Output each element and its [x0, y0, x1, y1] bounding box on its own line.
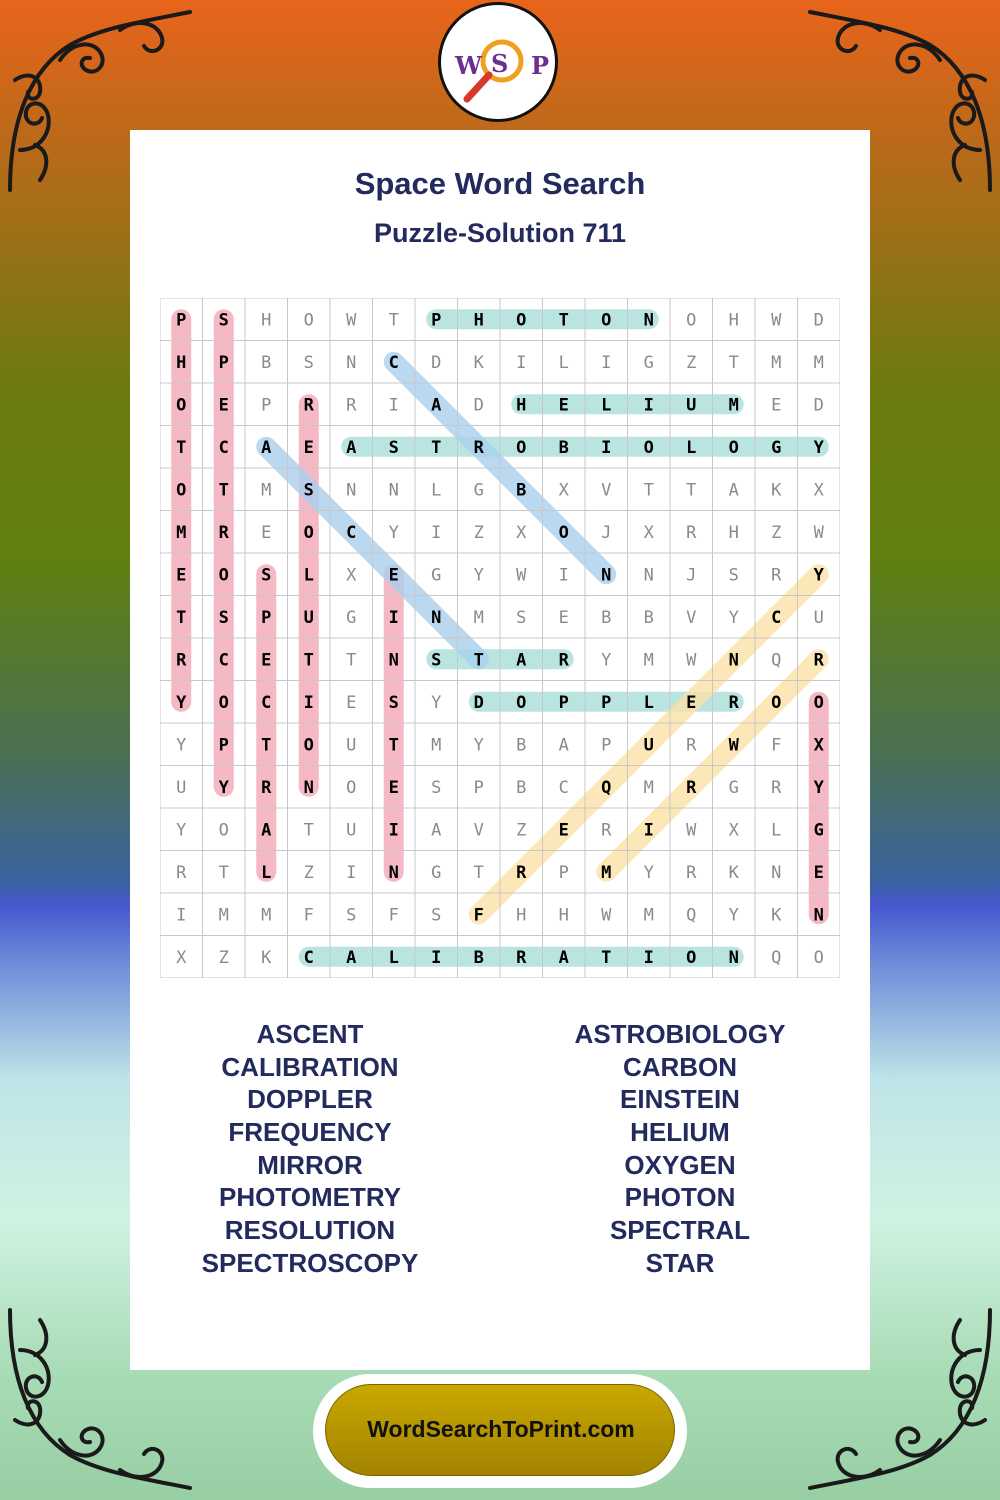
grid-letter-found[interactable]: U — [686, 395, 697, 416]
grid-letter-found[interactable]: R — [261, 777, 272, 798]
grid-letter[interactable]: H — [728, 310, 739, 331]
grid-letter[interactable]: M — [431, 735, 442, 756]
wsp-logo[interactable] — [438, 2, 558, 122]
grid-letter[interactable]: V — [473, 820, 484, 841]
grid-letter-found[interactable]: O — [728, 437, 739, 458]
grid-letter-found[interactable]: L — [686, 437, 697, 458]
grid-letter[interactable]: R — [176, 862, 187, 883]
grid-letter[interactable]: I — [176, 905, 187, 926]
grid-letter-found[interactable]: H — [516, 395, 527, 416]
word-list-item: FREQUENCY — [228, 1117, 392, 1148]
grid-letter[interactable]: R — [686, 735, 697, 756]
grid-letter[interactable]: N — [346, 352, 357, 373]
grid-letter[interactable]: Y — [431, 692, 442, 713]
grid-letter[interactable]: R — [771, 777, 782, 798]
grid-letter-found[interactable]: R — [176, 650, 187, 671]
word-list-item: DOPPLER — [247, 1084, 373, 1115]
grid-letter[interactable]: U — [176, 777, 187, 798]
grid-letter[interactable]: K — [728, 862, 739, 883]
grid-letter[interactable]: X — [643, 522, 654, 543]
grid-letter-found[interactable]: R — [473, 437, 484, 458]
grid-letter-found[interactable]: N — [601, 565, 612, 586]
grid-letter-found[interactable]: R — [303, 395, 314, 416]
grid-letter-found[interactable]: E — [176, 565, 187, 586]
grid-letter-found[interactable]: N — [431, 607, 442, 628]
grid-letter[interactable]: T — [346, 650, 357, 671]
grid-letter-found[interactable]: E — [261, 650, 272, 671]
grid-letter-found[interactable]: P — [218, 352, 229, 373]
grid-letter-found[interactable]: N — [303, 777, 314, 798]
word-list-left — [130, 1018, 490, 1280]
grid-letter-found[interactable]: T — [176, 607, 187, 628]
grid-letter[interactable]: X — [558, 480, 569, 501]
grid-letter[interactable]: T — [218, 862, 229, 883]
grid-letter-found[interactable]: S — [218, 607, 229, 628]
grid-letter-found[interactable]: I — [601, 437, 612, 458]
grid-letter[interactable]: S — [516, 607, 527, 628]
grid-letter-found[interactable]: P — [431, 310, 442, 331]
word-list-item: STAR — [645, 1247, 715, 1278]
grid-letter[interactable]: T — [303, 820, 314, 841]
grid-letter[interactable]: P — [473, 777, 484, 798]
grid-letter-found[interactable]: E — [303, 437, 314, 458]
grid-canvas — [160, 298, 840, 978]
grid-letter-found[interactable]: E — [388, 777, 399, 798]
grid-letter[interactable]: A — [431, 820, 442, 841]
grid-letter-found[interactable]: M — [601, 862, 612, 883]
grid-letter-found[interactable]: S — [388, 437, 399, 458]
grid-letter-found[interactable]: S — [218, 310, 229, 331]
grid-letter[interactable]: M — [218, 905, 229, 926]
grid-letter-found[interactable]: C — [218, 650, 229, 671]
grid-letter[interactable]: T — [643, 480, 654, 501]
grid-letter-found[interactable]: O — [643, 437, 654, 458]
grid-letter-found[interactable]: I — [431, 947, 442, 968]
word-list-item: PHOTON — [624, 1182, 736, 1213]
grid-letter-found[interactable]: F — [473, 905, 484, 926]
grid-letter[interactable]: U — [813, 607, 824, 628]
grid-letter-found[interactable]: I — [388, 607, 399, 628]
grid-letter[interactable]: J — [601, 522, 612, 543]
grid-letter[interactable]: W — [516, 565, 527, 586]
grid-letter[interactable]: V — [686, 607, 697, 628]
grid-letter[interactable]: T — [686, 480, 697, 501]
grid-letter-found[interactable]: T — [176, 437, 187, 458]
grid-letter-found[interactable]: U — [643, 735, 654, 756]
grid-letter[interactable]: W — [686, 820, 697, 841]
grid-letter[interactable]: M — [643, 905, 654, 926]
grid-letter-found[interactable]: O — [771, 692, 782, 713]
word-list-item: OXYGEN — [624, 1149, 736, 1180]
grid-letter-found[interactable]: L — [643, 692, 654, 713]
grid-letter[interactable]: E — [261, 522, 272, 543]
word-list-item: CALIBRATION — [221, 1051, 399, 1082]
grid-letter-found[interactable]: E — [558, 820, 569, 841]
word-list-right — [500, 1018, 860, 1280]
grid-letter-found[interactable]: O — [218, 692, 229, 713]
grid-letter[interactable]: L — [431, 480, 442, 501]
grid-letter[interactable]: M — [643, 650, 654, 671]
grid-letter[interactable]: G — [643, 352, 654, 373]
grid-letter[interactable]: U — [346, 820, 357, 841]
grid-letter[interactable]: H — [516, 905, 527, 926]
grid-letter-found[interactable]: S — [303, 480, 314, 501]
logo-letter-p: P — [531, 51, 550, 80]
grid-letter[interactable]: W — [771, 310, 782, 331]
grid-letter[interactable]: S — [728, 565, 739, 586]
grid-letter-found[interactable]: I — [303, 692, 314, 713]
grid-letter[interactable]: M — [261, 480, 272, 501]
grid-letter-found[interactable]: C — [218, 437, 229, 458]
grid-letter-found[interactable]: C — [346, 522, 357, 543]
grid-letter-found[interactable]: I — [643, 947, 654, 968]
grid-letter-found[interactable]: A — [558, 947, 569, 968]
grid-letter-found[interactable]: O — [303, 735, 314, 756]
grid-letter[interactable]: Y — [643, 862, 654, 883]
page-subtitle: Puzzle-Solution 711 — [373, 218, 627, 248]
grid-letter[interactable]: X — [346, 565, 357, 586]
grid-letter[interactable]: S — [431, 905, 442, 926]
grid-letter[interactable]: H — [558, 905, 569, 926]
grid-letter-found[interactable]: Y — [176, 692, 187, 713]
grid-letter[interactable]: W — [346, 310, 357, 331]
grid-letter[interactable]: L — [558, 352, 569, 373]
grid-letter[interactable]: N — [643, 565, 654, 586]
grid-letter-found[interactable]: H — [176, 352, 187, 373]
grid-letter[interactable]: Z — [303, 862, 314, 883]
grid-letter[interactable]: T — [728, 352, 739, 373]
grid-letter-found[interactable]: C — [303, 947, 314, 968]
grid-letter-found[interactable]: E — [813, 862, 824, 883]
grid-letter-found[interactable]: B — [558, 437, 569, 458]
grid-letter[interactable]: W — [601, 905, 612, 926]
grid-letter-found[interactable]: H — [473, 310, 484, 331]
grid-letter-found[interactable]: E — [686, 692, 697, 713]
grid-letter-found[interactable]: N — [388, 650, 399, 671]
grid-letter-found[interactable]: P — [558, 692, 569, 713]
grid-letter[interactable]: F — [388, 905, 399, 926]
grid-letter-found[interactable]: N — [728, 947, 739, 968]
grid-letter-found[interactable]: C — [388, 352, 399, 373]
grid-letter[interactable]: R — [601, 820, 612, 841]
grid-letter-found[interactable]: O — [516, 437, 527, 458]
grid-letter[interactable]: Y — [473, 735, 484, 756]
word-list-item: SPECTRAL — [609, 1215, 751, 1246]
site-link-label[interactable]: WordSearchToPrint.com — [367, 1416, 635, 1442]
grid-letter[interactable]: A — [728, 480, 739, 501]
grid-letter[interactable]: F — [303, 905, 314, 926]
grid-letter[interactable]: I — [431, 522, 442, 543]
grid-letter-found[interactable]: O — [558, 522, 569, 543]
grid-letter-found[interactable]: T — [388, 735, 399, 756]
grid-letter-found[interactable]: W — [728, 735, 739, 756]
grid-letter[interactable]: X — [176, 947, 187, 968]
grid-letter[interactable]: B — [261, 352, 272, 373]
grid-letter[interactable]: A — [558, 735, 569, 756]
word-list-item: SPECTROSCOPY — [201, 1247, 419, 1278]
grid-letter[interactable]: I — [346, 862, 357, 883]
grid-letter[interactable]: O — [303, 310, 314, 331]
grid-letter[interactable]: X — [728, 820, 739, 841]
grid-letter[interactable]: K — [473, 352, 484, 373]
grid-letter-found[interactable]: I — [643, 820, 654, 841]
grid-letter-found[interactable]: I — [388, 820, 399, 841]
puzzle-sheet — [130, 130, 870, 1370]
grid-letter[interactable]: K — [771, 480, 782, 501]
grid-letter[interactable]: B — [643, 607, 654, 628]
grid-letter[interactable]: B — [516, 735, 527, 756]
grid-letter[interactable]: M — [771, 352, 782, 373]
grid-letter[interactable]: N — [346, 480, 357, 501]
grid-letter-found[interactable]: O — [218, 565, 229, 586]
grid-letter[interactable]: T — [388, 310, 399, 331]
grid-letter-found[interactable]: Y — [813, 437, 824, 458]
word-list-item: MIRROR — [257, 1149, 363, 1180]
grid-letter-found[interactable]: P — [601, 692, 612, 713]
grid-letter[interactable]: D — [473, 395, 484, 416]
grid-letter-found[interactable]: O — [303, 522, 314, 543]
grid-letter-found[interactable]: P — [176, 310, 187, 331]
grid-letter-found[interactable]: O — [516, 310, 527, 331]
grid-letter[interactable]: Z — [516, 820, 527, 841]
grid-letter[interactable]: R — [686, 862, 697, 883]
grid-letter-found[interactable]: Y — [813, 565, 824, 586]
grid-letter-found[interactable]: O — [813, 692, 824, 713]
grid-letter-found[interactable]: T — [431, 437, 442, 458]
grid-letter-found[interactable]: A — [261, 820, 272, 841]
grid-letter-found[interactable]: A — [431, 395, 442, 416]
grid-letter-found[interactable]: A — [346, 947, 357, 968]
grid-letter[interactable]: I — [558, 565, 569, 586]
grid-letter[interactable]: T — [473, 862, 484, 883]
grid-letter[interactable]: J — [686, 565, 697, 586]
grid-letter-found[interactable]: T — [473, 650, 484, 671]
grid-letter-found[interactable]: T — [558, 310, 569, 331]
grid-letter-found[interactable]: D — [473, 692, 484, 713]
grid-letter[interactable]: L — [771, 820, 782, 841]
grid-letter[interactable]: H — [728, 522, 739, 543]
grid-letter-found[interactable]: R — [516, 862, 527, 883]
grid-letter-found[interactable]: L — [303, 565, 314, 586]
grid-letter[interactable]: O — [218, 820, 229, 841]
grid-letter[interactable]: R — [686, 522, 697, 543]
grid-letter-found[interactable]: E — [388, 565, 399, 586]
grid-letter[interactable]: G — [473, 480, 484, 501]
grid-letter[interactable]: Y — [388, 522, 399, 543]
grid-letter-found[interactable]: G — [771, 437, 782, 458]
grid-letter[interactable]: K — [771, 905, 782, 926]
grid-letter[interactable]: R — [346, 395, 357, 416]
grid-letter-found[interactable]: I — [643, 395, 654, 416]
grid-letter-found[interactable]: R — [813, 650, 824, 671]
grid-letter-found[interactable]: E — [558, 395, 569, 416]
grid-letter-found[interactable]: T — [601, 947, 612, 968]
grid-letter[interactable]: R — [771, 565, 782, 586]
grid-letter[interactable]: Q — [771, 650, 782, 671]
grid-letter-found[interactable]: G — [813, 820, 824, 841]
grid-letter-found[interactable]: N — [813, 905, 824, 926]
grid-letter-found[interactable]: B — [516, 480, 527, 501]
grid-letter[interactable]: Y — [728, 607, 739, 628]
grid-letter[interactable]: E — [771, 395, 782, 416]
grid-letter-found[interactable]: T — [261, 735, 272, 756]
grid-letter[interactable]: X — [813, 480, 824, 501]
grid-letter[interactable]: D — [431, 352, 442, 373]
grid-letter-found[interactable]: L — [388, 947, 399, 968]
grid-letter[interactable]: Y — [176, 735, 187, 756]
grid-letter[interactable]: F — [771, 735, 782, 756]
grid-letter[interactable]: B — [601, 607, 612, 628]
grid-letter-found[interactable]: O — [176, 395, 187, 416]
grid-letter[interactable]: M — [643, 777, 654, 798]
word-list-item: PHOTOMETRY — [218, 1182, 401, 1213]
site-link-pill[interactable] — [325, 1384, 675, 1476]
grid-letter[interactable]: V — [601, 480, 612, 501]
grid-letter-found[interactable]: R — [218, 522, 229, 543]
grid-letter-found[interactable]: S — [261, 565, 272, 586]
grid-letter-found[interactable]: R — [728, 692, 739, 713]
site-link-button[interactable] — [313, 1374, 687, 1488]
grid-letter[interactable]: Y — [728, 905, 739, 926]
grid-letter[interactable]: E — [346, 692, 357, 713]
page-title: Space Word Search — [354, 166, 646, 201]
grid-letter-found[interactable]: M — [176, 522, 187, 543]
grid-letter[interactable]: Q — [686, 905, 697, 926]
grid-letter-found[interactable]: Y — [218, 777, 229, 798]
grid-letter-found[interactable]: E — [218, 395, 229, 416]
grid-letter[interactable]: H — [261, 310, 272, 331]
word-list-item: ASTROBIOLOGY — [574, 1019, 786, 1049]
grid-letter[interactable]: G — [431, 565, 442, 586]
grid-letter[interactable]: K — [261, 947, 272, 968]
grid-letter[interactable]: P — [601, 735, 612, 756]
grid-letter[interactable]: E — [558, 607, 569, 628]
grid-letter[interactable]: B — [516, 777, 527, 798]
grid-letter[interactable]: N — [388, 480, 399, 501]
grid-letter-found[interactable]: L — [601, 395, 612, 416]
grid-letter-found[interactable]: P — [218, 735, 229, 756]
grid-letter-found[interactable]: C — [261, 692, 272, 713]
grid-letter-found[interactable]: A — [346, 437, 357, 458]
word-search-grid — [160, 298, 840, 978]
word-list-item: HELIUM — [630, 1117, 730, 1148]
grid-letter[interactable]: I — [601, 352, 612, 373]
grid-letter-found[interactable]: R — [558, 650, 569, 671]
word-list-item: ASCENT — [256, 1019, 364, 1049]
grid-letter[interactable]: G — [346, 607, 357, 628]
grid-letter[interactable]: Q — [771, 947, 782, 968]
grid-letter[interactable]: Y — [473, 565, 484, 586]
grid-letter-found[interactable]: O — [516, 692, 527, 713]
word-list-item: RESOLUTION — [224, 1215, 396, 1246]
grid-letter-found[interactable]: L — [261, 862, 272, 883]
grid-letter-found[interactable]: S — [388, 692, 399, 713]
grid-letter-found[interactable]: N — [388, 862, 399, 883]
grid-letter[interactable]: Y — [601, 650, 612, 671]
grid-letter[interactable]: P — [558, 862, 569, 883]
grid-letter-found[interactable]: R — [686, 777, 697, 798]
grid-letter-found[interactable]: X — [813, 735, 824, 756]
grid-letter-found[interactable]: T — [218, 480, 229, 501]
grid-letter[interactable]: Y — [176, 820, 187, 841]
grid-letter-found[interactable]: R — [516, 947, 527, 968]
logo-letter-s: S — [491, 49, 509, 78]
grid-letter-found[interactable]: O — [176, 480, 187, 501]
grid-letter[interactable]: W — [813, 522, 824, 543]
grid-letter[interactable]: Z — [473, 522, 484, 543]
grid-letter[interactable]: P — [261, 395, 272, 416]
grid-letter-found[interactable]: C — [771, 607, 782, 628]
grid-letter-found[interactable]: O — [601, 310, 612, 331]
grid-letter-found[interactable]: O — [686, 947, 697, 968]
grid-letter-found[interactable]: A — [516, 650, 527, 671]
grid-letter[interactable]: M — [813, 352, 824, 373]
grid-letter[interactable]: S — [346, 905, 357, 926]
grid-letter[interactable]: D — [813, 310, 824, 331]
logo-letter-w: W — [455, 51, 482, 80]
grid-letter[interactable]: G — [728, 777, 739, 798]
grid-letter[interactable]: D — [813, 395, 824, 416]
grid-letter[interactable]: S — [303, 352, 314, 373]
grid-letter[interactable]: W — [686, 650, 697, 671]
grid-letter[interactable]: O — [813, 947, 824, 968]
grid-letter-found[interactable]: M — [728, 395, 739, 416]
grid-letter[interactable]: O — [346, 777, 357, 798]
grid-letter-found[interactable]: N — [643, 310, 654, 331]
grid-letter[interactable]: Z — [771, 522, 782, 543]
grid-letter-found[interactable]: P — [261, 607, 272, 628]
grid-letter[interactable]: Z — [218, 947, 229, 968]
grid-letter[interactable]: M — [473, 607, 484, 628]
grid-letter-found[interactable]: T — [303, 650, 314, 671]
grid-letter[interactable]: M — [261, 905, 272, 926]
grid-letter[interactable]: U — [346, 735, 357, 756]
grid-letter[interactable]: S — [431, 777, 442, 798]
grid-letter[interactable]: I — [516, 352, 527, 373]
grid-letter-found[interactable]: B — [473, 947, 484, 968]
grid-letter-found[interactable]: N — [728, 650, 739, 671]
grid-letter[interactable]: C — [558, 777, 569, 798]
grid-letter[interactable]: Z — [686, 352, 697, 373]
grid-letter[interactable]: I — [388, 395, 399, 416]
word-list-item: EINSTEIN — [620, 1084, 740, 1115]
grid-letter-found[interactable]: U — [303, 607, 314, 628]
grid-letter-found[interactable]: S — [431, 650, 442, 671]
grid-letter-found[interactable]: Y — [813, 777, 824, 798]
grid-letter[interactable]: X — [516, 522, 527, 543]
grid-letter-found[interactable]: A — [261, 437, 272, 458]
grid-letter-found[interactable]: Q — [601, 777, 612, 798]
grid-letter[interactable]: G — [431, 862, 442, 883]
grid-letter[interactable]: N — [771, 862, 782, 883]
word-list-item: CARBON — [622, 1051, 738, 1082]
grid-letter[interactable]: O — [686, 310, 697, 331]
